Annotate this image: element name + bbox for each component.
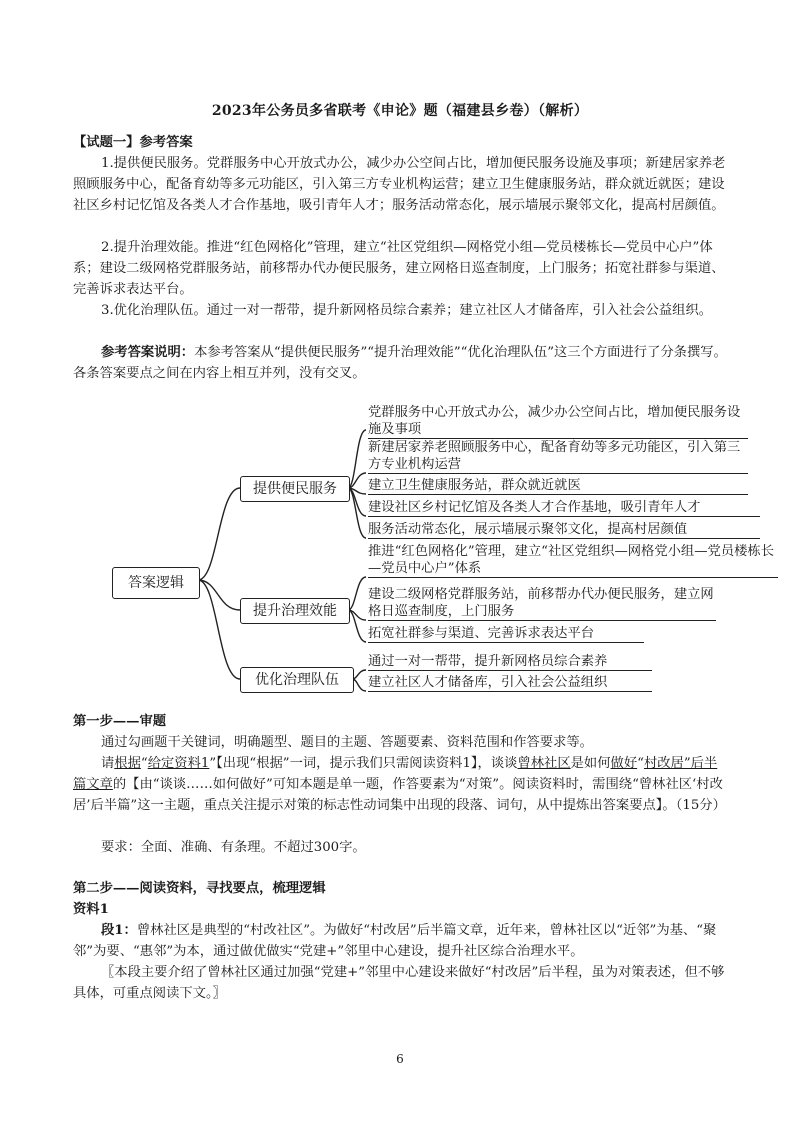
answer-note	[73, 342, 728, 384]
paragraph-label: 段1：	[101, 923, 137, 938]
leaf-item: 新建居家养老照顾服务中心，配备育幼等多元功能区，引入第三方专业机构运营	[368, 439, 748, 474]
step1-requirements: 要求：全面、准确、有条理。不超过300字。	[101, 840, 366, 855]
page-title: 2023年公务员多省联考《申论》题（福建县乡卷）（解析）	[211, 103, 589, 119]
paragraph-analysis: 〖本段主要介绍了曾林社区通过加强“党建+”邻里中心建设来做好“村改居”后半程，虽为对策表述，但不够具体，可重点阅读下文。〗	[73, 965, 725, 1001]
answer-item-1: 1.提供便民服务。党群服务中心开放式办公，减少办公空间占比，增加便民服务设施及事项；新建居家养老照顾服务中心，配备育幼等多元功能区，引入第三方专业机构运营；建立卫生健康服务站，群众就近就医；建设社区乡村记忆馆及各类人才合作基地，吸引青年人才；服务活动常态化，展示墙展示聚邻文化，提高村居颜值。	[73, 156, 726, 213]
connector-b3-leaf-1	[352, 670, 366, 679]
leaf-item: 党群服务中心开放式办公，减少办公空间占比，增加便民服务设施及事项	[368, 404, 748, 439]
step1-heading: 第一步——审题	[73, 714, 167, 729]
note-label: 参考答案说明：	[101, 345, 195, 360]
leaf-item: 建立卫生健康服务站，群众就近就医	[368, 477, 748, 495]
branch-governance-efficiency: 提升治理效能	[240, 598, 350, 624]
paragraph-1	[73, 920, 728, 962]
leaf-item: 通过一对一帮带，提升新网格员综合素养	[368, 653, 652, 671]
step2-heading: 第二步——阅读资料，寻找要点，梳理逻辑	[73, 881, 326, 896]
leaf-item: 推进“红色网格化”管理，建立“社区党组织—网格党小组—党员楼栋长—党员中心户”体系	[368, 543, 778, 578]
leaf-item: 建设二级网格党群服务站，前移帮办代办便民服务，建立网格日巡查制度，上门服务	[368, 586, 716, 621]
answer-item-3: 3.优化治理队伍。通过一对一帮带，提升新网格员综合素养；建立社区人才储备库，引入社会公益组织。	[101, 303, 713, 318]
leaf-item: 拓宽社群参与渠道、完善诉求表达平台	[368, 625, 644, 643]
step1-intro: 通过勾画题干关键词，明确题型、题目的主题、答题要素、资料范围和作答要求等。	[101, 735, 593, 750]
leaf-item: 服务活动常态化，展示墙展示聚邻文化，提高村居颜值	[368, 521, 760, 539]
page-number: 6	[396, 1052, 404, 1066]
q1-heading: 【试题一】参考答案	[73, 135, 193, 150]
note-text: 本参考答案从“提供便民服务”“提升治理效能”“优化治理队伍”这三个方面进行了分条撰写。各条答案要点之间在内容上相互并列，没有交叉。	[73, 345, 727, 381]
leaf-item: 建立社区人才储备库，引入社会公益组织	[368, 674, 652, 692]
connector-root-branch-1	[198, 488, 240, 580]
connector-b2-leaf-1	[348, 577, 366, 610]
material-label: 资料1	[73, 902, 109, 917]
leaf-item: 建设社区乡村记忆馆及各类人才合作基地，吸引青年人才	[368, 499, 760, 517]
branch-convenience-services: 提供便民服务	[240, 476, 350, 502]
answer-item-2: 2.提升治理效能。推进“红色网格化”管理，建立“社区党组织—网格党小组—党员楼栋长—党员中心户”体系；建设二级网格党群服务站，前移帮办代办便民服务，建立网格日巡查制度，上门服务；拓宽社群参与渠道、完善诉求表达平台。	[73, 240, 725, 297]
branch-governance-team: 优化治理队伍	[240, 667, 354, 693]
diagram-root: 答案逻辑	[112, 567, 200, 599]
paragraph-text: 曾林社区是典型的“村改社区”。为做好“村改居”后半篇文章，近年来，曾林社区以“近邻”为基、“聚邻”为要、“惠邻”为本，通过做优做实“党建+”邻里中心建设，提升社区综合治理水平。	[73, 923, 717, 959]
question-annotated: 请根据“给定资料1”【出现“根据”一词，提示我们只需阅读资料1】，谈谈曾林社区是如何做好“村改居”后半篇文章的【由“谈谈……如何做好”可知本题是单一题，作答要素为“对策”。阅读资料时，需围绕“曾林社区‘村改居’后半篇”这一主题，重点关注提示对策的标志性动词集中出现的段落、词句，从中提炼出答案要点】。（15分）	[73, 756, 726, 813]
